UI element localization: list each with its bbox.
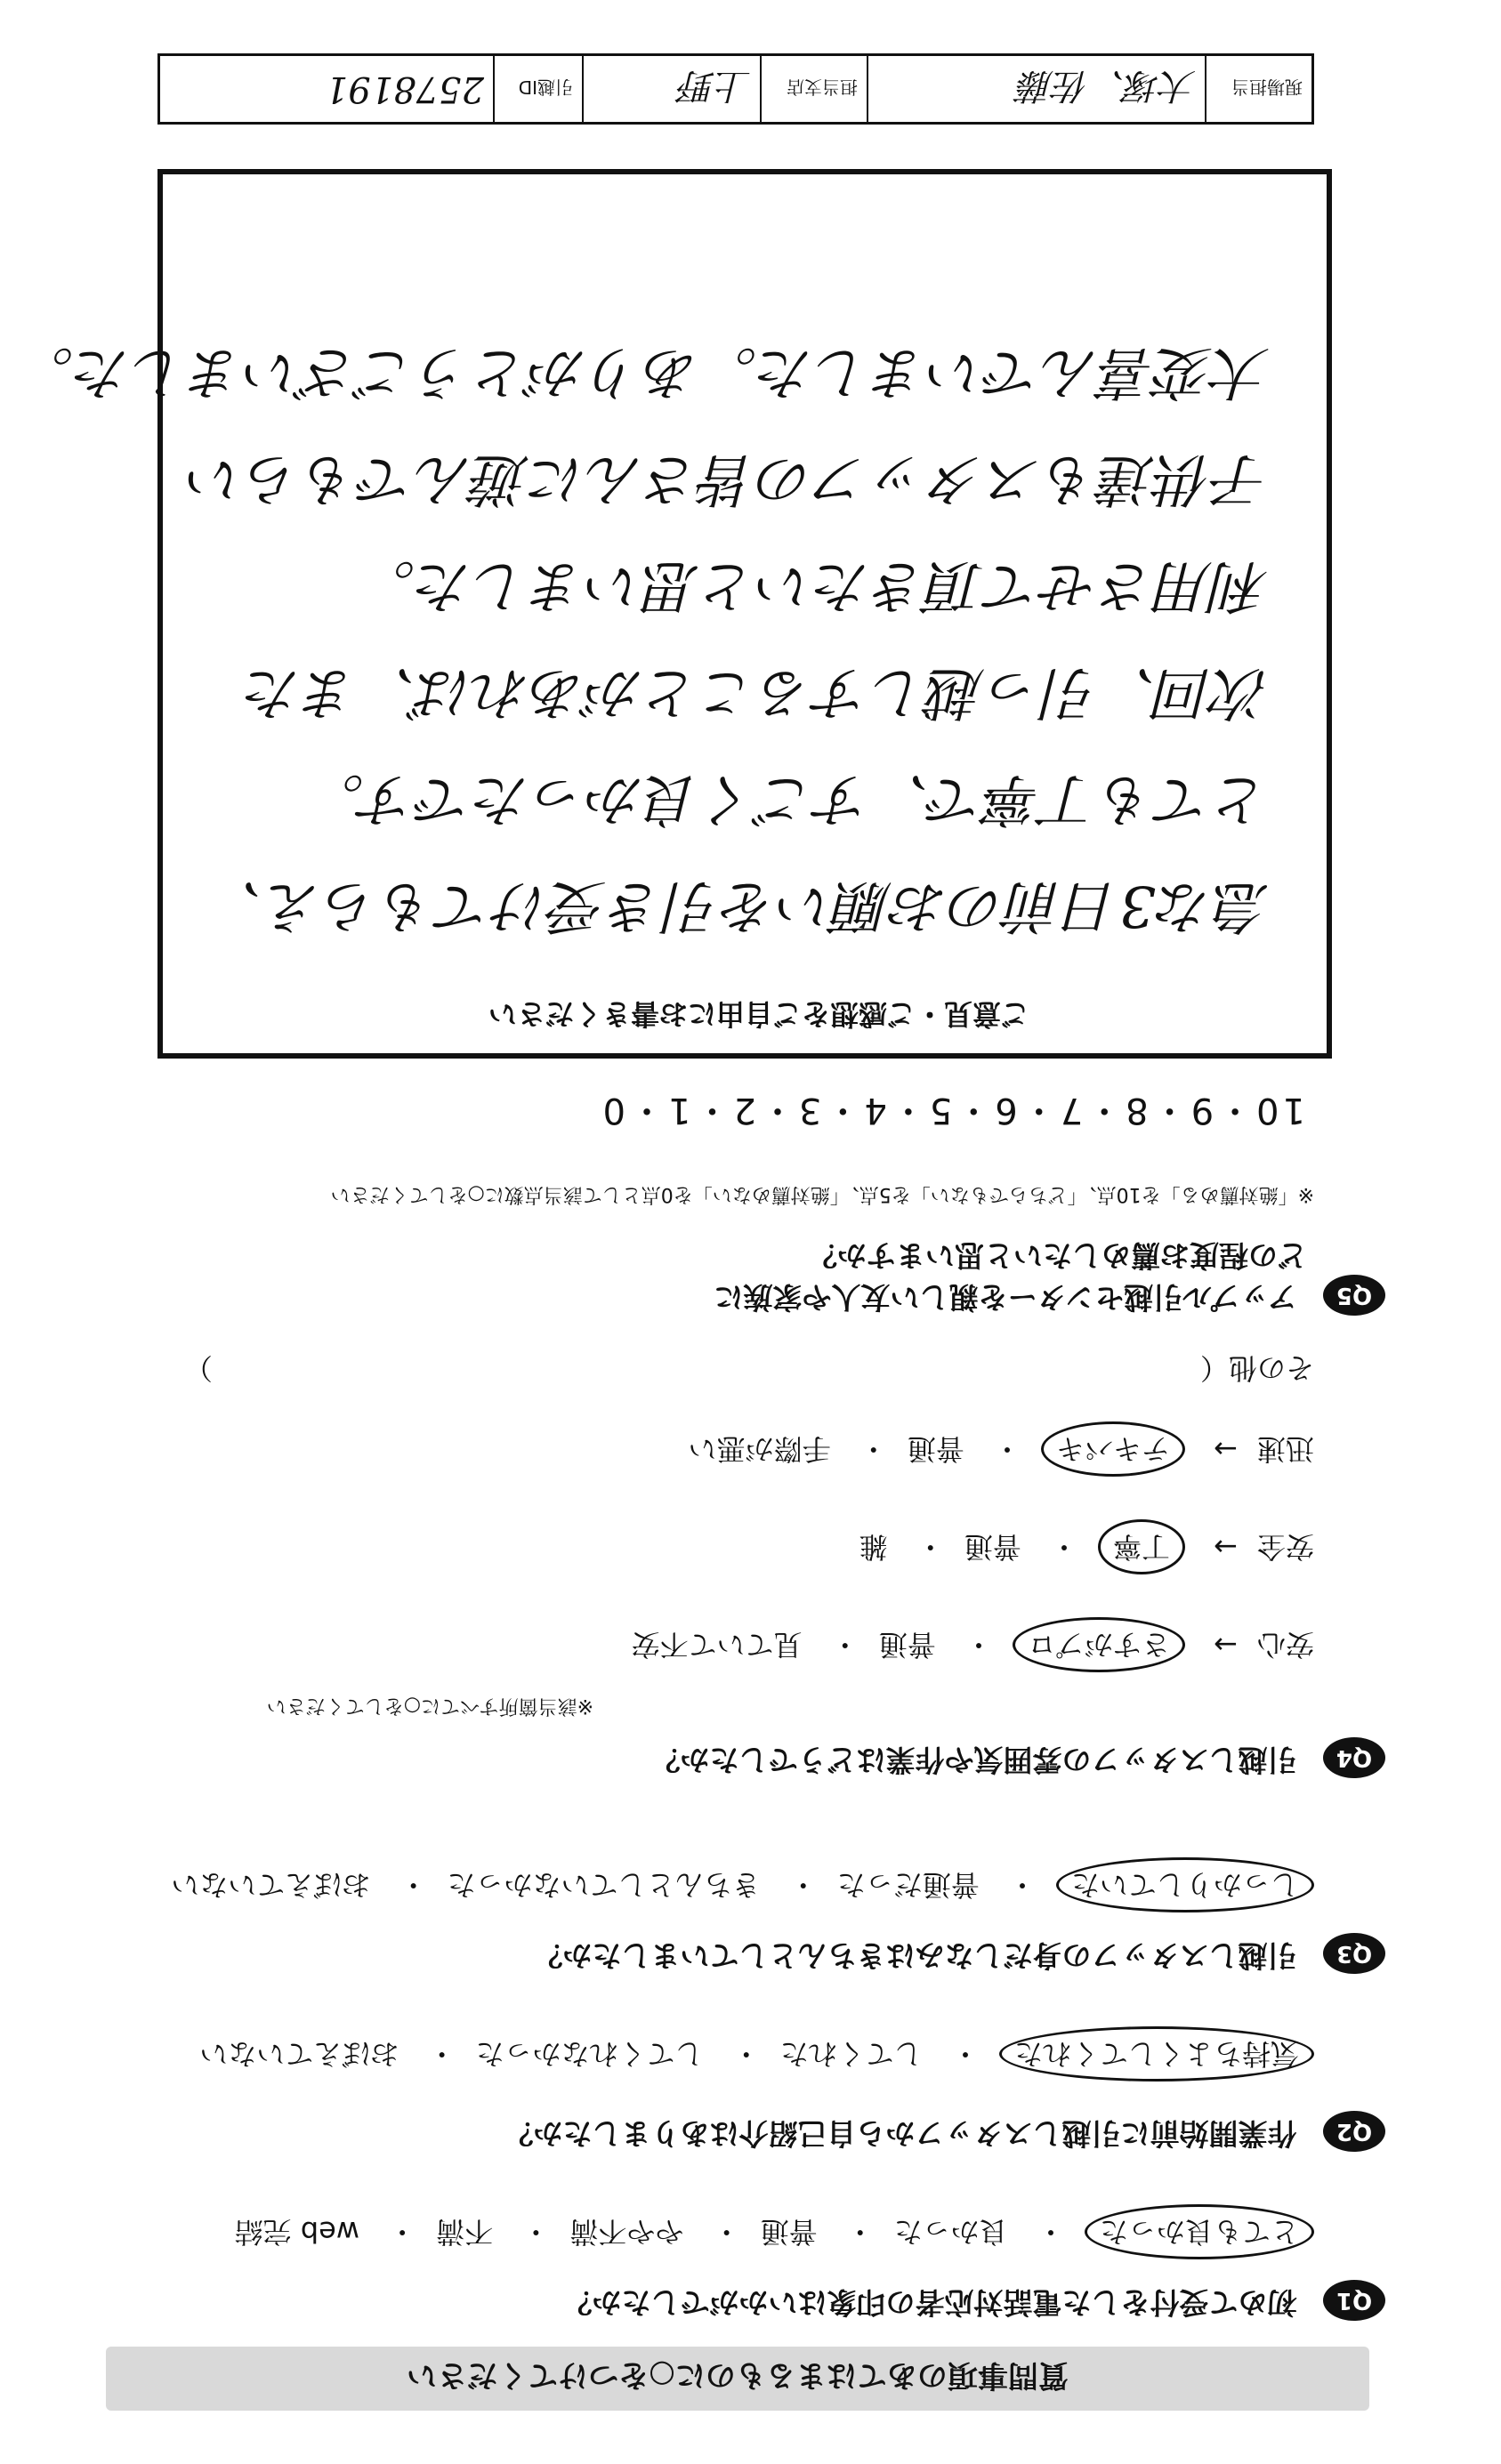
question-4: [651, 1738, 1386, 1780]
comment-line: 子供達もスタッフの皆さんに遊んでもらい: [188, 446, 1270, 511]
comments-title: ご意見・ご感想をご自由にお書きください: [488, 997, 1029, 1031]
q5-note: ※「絶対薦める」を10点、「どちらでもない」を5点、「絶対薦めない」を0点として該当点数に○をしてください: [330, 1183, 1314, 1205]
q3-badge: Q3: [1323, 1934, 1385, 1975]
q4-row-label: 安全: [1256, 1530, 1314, 1564]
q4-other-close: ）: [183, 1351, 213, 1385]
q3-option[interactable]: きちんとしていなかった: [447, 1868, 761, 1902]
branch-label: 担当支店: [760, 56, 867, 122]
q1-option[interactable]: 良かった: [893, 2215, 1008, 2249]
q1-option[interactable]: 普通: [760, 2215, 818, 2249]
q1-option[interactable]: web 完結: [234, 2215, 359, 2249]
question-5: [714, 1236, 1385, 1317]
survey-page: [17, 44, 1448, 2446]
q4-option-selected[interactable]: テキパキ: [1041, 1421, 1185, 1477]
comment-line: 大変喜んでいました。ありがとうございました。: [17, 339, 1270, 405]
q5-badge: Q5: [1323, 1276, 1385, 1317]
q2-options: 気持ちよくしてくれた・ してくれた・ してくれなかった・ おぼえていない: [199, 2026, 1314, 2082]
q4-text: 引越しスタッフの雰囲気や作業はどうでしたか？: [650, 1743, 1297, 1777]
q1-options: とても良かった・ 良かった・ 普通・ やや不満・ 不満・ web 完結: [235, 2204, 1314, 2259]
q1-option[interactable]: 不満: [436, 2215, 494, 2249]
comment-line: とても丁寧で、すごく良かったです。: [307, 766, 1270, 832]
q2-option-selected[interactable]: 気持ちよくしてくれた: [999, 2026, 1314, 2082]
q3-option[interactable]: おぼえていない: [171, 1868, 371, 1902]
q5-text-line1: アップル引越センターを親しい友人や家族に: [714, 1280, 1297, 1315]
q1-text: 初めて受付をした電話対応者の印象はいかがでしたか？: [562, 2285, 1297, 2320]
question-3: [534, 1934, 1386, 1976]
q2-option[interactable]: してくれた: [779, 2037, 923, 2071]
id-label: 引越ID: [493, 56, 582, 122]
q1-badge: Q1: [1323, 2281, 1385, 2322]
q2-option[interactable]: おぼえていない: [199, 2037, 399, 2071]
q2-option[interactable]: してくれなかった: [475, 2037, 704, 2071]
q3-text: 引越しスタッフの身だしなみはきちんとしていましたか？: [533, 1938, 1297, 1973]
q4-other: [184, 1349, 1314, 1388]
comment-line: 次回、引っ越しすることがあれば、また: [245, 659, 1270, 725]
branch-value: 上野: [582, 56, 760, 122]
q3-options: しっかりしていた・ 普通だった・ きちんとしていなかった・ おぼえていない: [171, 1857, 1314, 1912]
question-2: [504, 2112, 1386, 2154]
q2-badge: Q2: [1323, 2112, 1385, 2153]
staff-label: 現場担当: [1205, 56, 1311, 122]
q4-other-label: その他（: [1199, 1351, 1314, 1385]
q4-option[interactable]: 普通: [907, 1432, 964, 1466]
q4-row-anshin: 安心→ さすがプロ・ 普通・ 見ていて不安: [632, 1617, 1314, 1672]
staff-value: 大塚、佐藤: [867, 56, 1205, 122]
q4-note: ※該当箇所すべてに○をしてください: [266, 1695, 593, 1717]
comment-line: 急な3日前のお願いを引き受けてもらえ、: [205, 873, 1270, 938]
q4-option[interactable]: 見ていて不安: [631, 1628, 803, 1662]
instruction-header: 質問事項のあてはまるものに○をつけてください: [106, 2347, 1369, 2411]
q4-row-label: 迅速: [1256, 1432, 1314, 1466]
q3-option[interactable]: 普通だった: [836, 1868, 980, 1902]
q5-scale[interactable]: 10・9・8・7・6・5・4・3・2・1・0: [599, 1090, 1305, 1131]
q4-option-selected[interactable]: 丁寧: [1098, 1519, 1185, 1574]
q4-option[interactable]: 雑: [859, 1530, 888, 1564]
q4-row-label: 安心: [1256, 1628, 1314, 1662]
q2-text: 作業開始前に引越しスタッフから自己紹介はありましたか？: [504, 2116, 1297, 2151]
q4-option[interactable]: 普通: [964, 1530, 1021, 1564]
q4-option[interactable]: 手際が悪い: [688, 1432, 831, 1466]
q5-text-line2: どの程度お薦めしたいと思いますか？: [808, 1238, 1307, 1274]
id-value: 2578191: [325, 68, 484, 109]
q3-option-selected[interactable]: しっかりしていた: [1056, 1857, 1314, 1912]
comment-line: 利用させて頂きたいと思いました。: [359, 552, 1270, 618]
q4-option[interactable]: 普通: [878, 1628, 936, 1662]
q1-option-selected[interactable]: とても良かった: [1085, 2204, 1314, 2259]
question-1: [563, 2281, 1386, 2323]
q1-option[interactable]: やや不満: [569, 2215, 684, 2249]
q4-badge: Q4: [1323, 1738, 1385, 1779]
q4-row-jinsoku: 迅速→ テキパキ・ 普通・ 手際が悪い: [689, 1421, 1314, 1477]
q4-row-anzen: 安全→ 丁寧・ 普通・ 雑: [859, 1519, 1314, 1574]
info-table: [157, 53, 1314, 125]
q4-option-selected[interactable]: さすがプロ: [1013, 1617, 1185, 1672]
